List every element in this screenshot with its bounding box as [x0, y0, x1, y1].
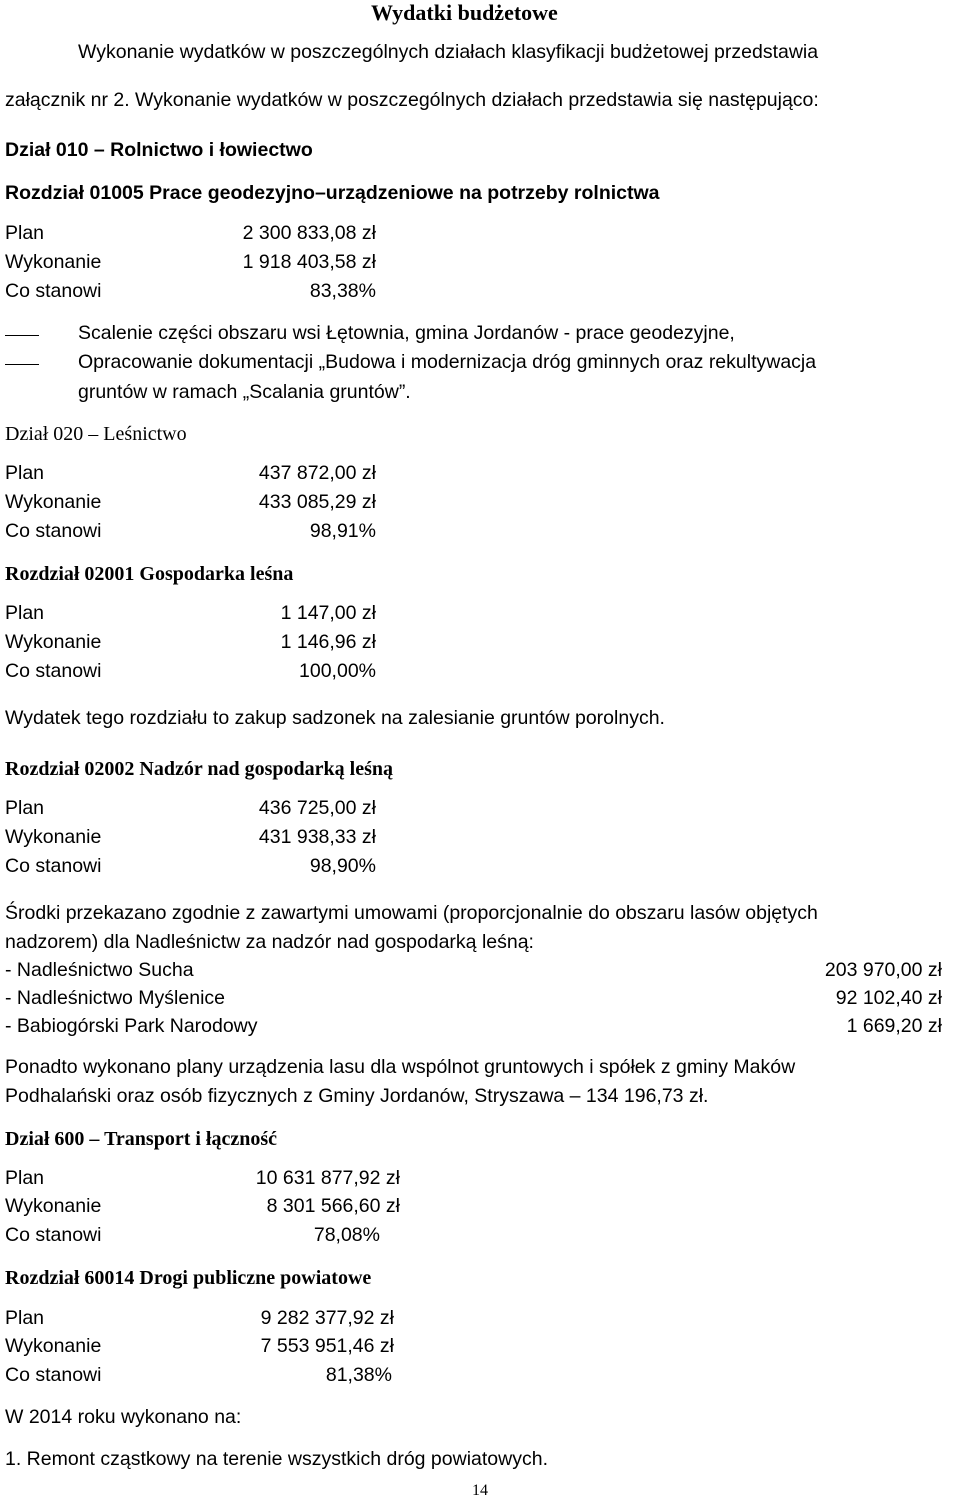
wykonanie-label: Wykonanie — [5, 251, 102, 273]
wykonanie-value: 8 301 566,60 zł — [266, 1195, 400, 1217]
wykonanie-label: Wykonanie — [5, 631, 102, 653]
plan-label: Plan — [5, 222, 45, 244]
paragraph-line: nadzorem) dla Nadleśnictw za nadzór nad gospodarką leśną: — [5, 931, 534, 953]
co-stanowi-value: 98,91% — [309, 520, 376, 542]
bullet-item-2-line1: Opracowanie dokumentacji „Budowa i modernizacja dróg gminnych oraz rekultywacja — [78, 351, 817, 373]
plan-value: 436 725,00 zł — [258, 797, 376, 819]
subsection-heading-rozdzial-01005: Rozdział 01005 Prace geodezyjno–urządzeniowe na potrzeby rolnictwa — [5, 182, 660, 204]
plan-label: Plan — [5, 1167, 45, 1189]
bullet-dash — [5, 335, 39, 336]
numbered-list-item: 1. Remont cząstkowy na terenie wszystkich dróg powiatowych. — [5, 1448, 548, 1470]
co-stanowi-value: 83,38% — [309, 280, 376, 302]
page-number: 14 — [472, 1482, 488, 1499]
wykonanie-value: 433 085,29 zł — [258, 491, 376, 513]
co-stanowi-value: 78,08% — [313, 1224, 380, 1246]
list-item-name: - Nadleśnictwo Sucha — [5, 959, 194, 981]
plan-label: Plan — [5, 462, 45, 484]
rozdzial-02001-note: Wydatek tego rozdziału to zakup sadzonek na zalesianie gruntów porolnych. — [5, 707, 665, 729]
subsection-heading-rozdzial-60014: Rozdział 60014 Drogi publiczne powiatowe — [5, 1267, 372, 1289]
co-stanowi-label: Co stanowi — [5, 1224, 102, 1246]
section-heading-dzial-600: Dział 600 – Transport i łączność — [5, 1128, 278, 1150]
plan-value: 1 147,00 zł — [280, 602, 376, 624]
wykonanie-value: 1 146,96 zł — [280, 631, 376, 653]
wykonanie-value: 1 918 403,58 zł — [242, 251, 376, 273]
paragraph-line: Środki przekazano zgodnie z zawartymi umowami (proporcjonalnie do obszaru lasów objętych — [5, 902, 818, 924]
page-title: Wydatki budżetowe — [371, 0, 558, 25]
list-item-name: - Nadleśnictwo Myślenice — [5, 987, 225, 1009]
list-item-amount: 92 102,40 zł — [835, 987, 942, 1009]
intro-text-line2: załącznik nr 2. Wykonanie wydatków w poszczególnych działach przedstawia się następująco: — [5, 89, 819, 111]
wykonanie-label: Wykonanie — [5, 491, 102, 513]
co-stanowi-label: Co stanowi — [5, 660, 102, 682]
bullet-item-2-line2: gruntów w ramach „Scalania gruntów”. — [78, 381, 411, 403]
plan-value: 9 282 377,92 zł — [260, 1307, 394, 1329]
subsection-heading-rozdzial-02001: Rozdział 02001 Gospodarka leśna — [5, 563, 294, 585]
wykonanie-value: 7 553 951,46 zł — [260, 1335, 394, 1357]
list-item-name: - Babiogórski Park Narodowy — [5, 1015, 258, 1037]
wykonanie-label: Wykonanie — [5, 1195, 102, 1217]
wykonanie-value: 431 938,33 zł — [258, 826, 376, 848]
plan-label: Plan — [5, 797, 45, 819]
plan-value: 437 872,00 zł — [258, 462, 376, 484]
co-stanowi-label: Co stanowi — [5, 1364, 102, 1386]
section-heading-dzial-020: Dział 020 – Leśnictwo — [5, 423, 187, 445]
co-stanowi-label: Co stanowi — [5, 280, 102, 302]
subsection-heading-rozdzial-02002: Rozdział 02002 Nadzór nad gospodarką leśną — [5, 758, 394, 780]
intro-text-line1: Wykonanie wydatków w poszczególnych działach klasyfikacji budżetowej przedstawia — [78, 41, 819, 63]
co-stanowi-label: Co stanowi — [5, 855, 102, 877]
paragraph-line: W 2014 roku wykonano na: — [5, 1406, 242, 1428]
paragraph-line: Podhalański oraz osób fizycznych z Gminy Jordanów, Stryszawa – 134 196,73 zł. — [5, 1085, 709, 1107]
plan-label: Plan — [5, 1307, 45, 1329]
paragraph-line: Ponadto wykonano plany urządzenia lasu dla wspólnot gruntowych i spółek z gminy Maków — [5, 1056, 796, 1078]
co-stanowi-label: Co stanowi — [5, 520, 102, 542]
section-heading-dzial-010: Dział 010 – Rolnictwo i łowiectwo — [5, 139, 313, 161]
list-item-amount: 203 970,00 zł — [824, 959, 942, 981]
list-item-amount: 1 669,20 zł — [846, 1015, 942, 1037]
bullet-item-1: Scalenie części obszaru wsi Łętownia, gmina Jordanów - prace geodezyjne, — [78, 322, 735, 344]
co-stanowi-value: 81,38% — [325, 1364, 392, 1386]
plan-label: Plan — [5, 602, 45, 624]
wykonanie-label: Wykonanie — [5, 1335, 102, 1357]
plan-value: 10 631 877,92 zł — [255, 1167, 400, 1189]
co-stanowi-value: 100,00% — [299, 660, 376, 682]
wykonanie-label: Wykonanie — [5, 826, 102, 848]
plan-value: 2 300 833,08 zł — [242, 222, 376, 244]
bullet-dash — [5, 364, 39, 365]
co-stanowi-value: 98,90% — [309, 855, 376, 877]
